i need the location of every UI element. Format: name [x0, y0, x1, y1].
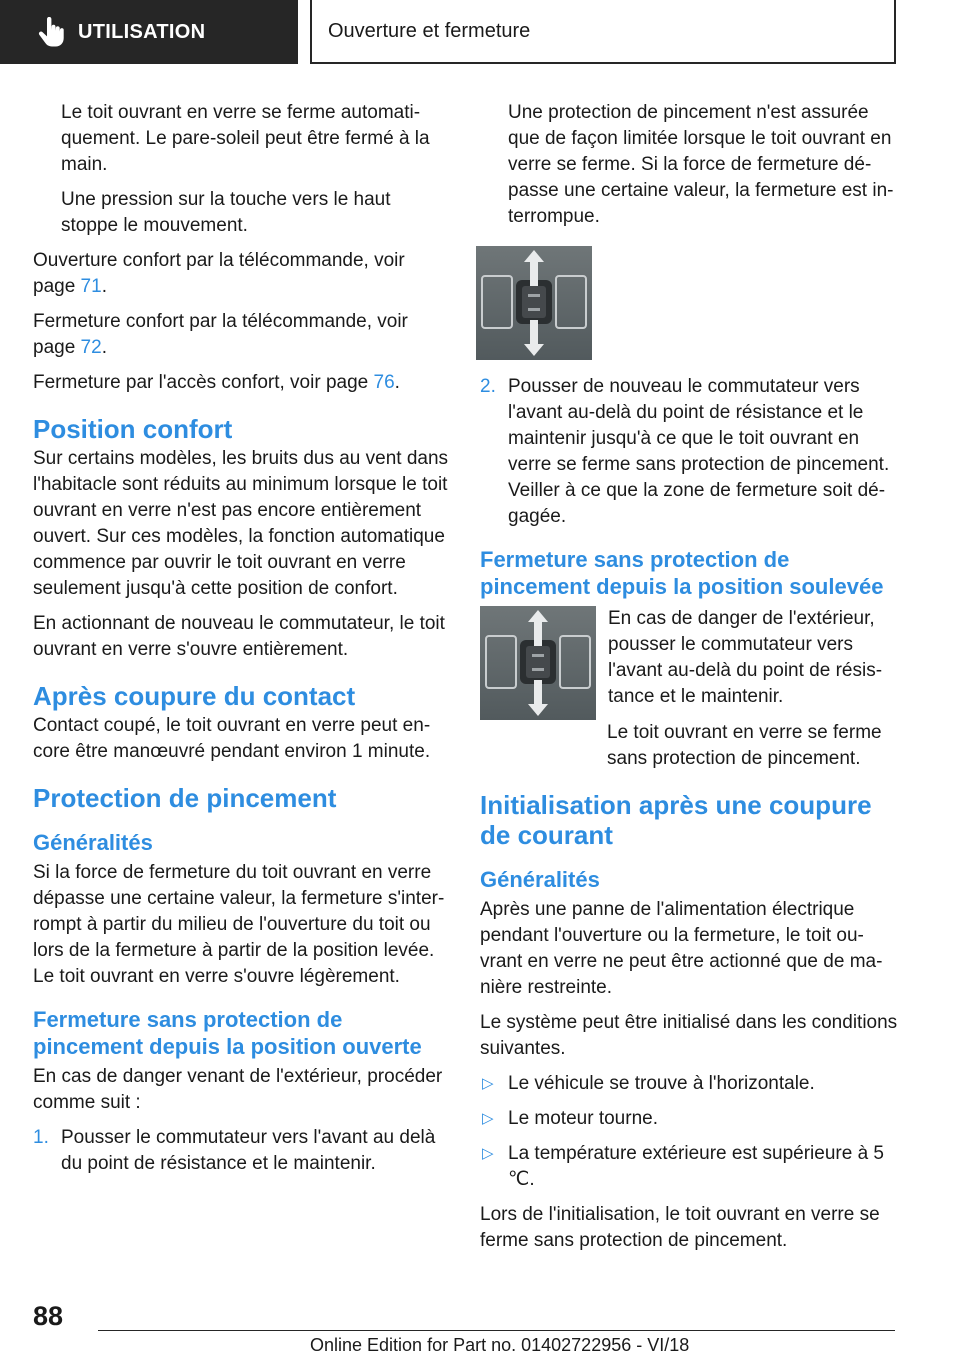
list-text: Le moteur tourne. — [508, 1108, 658, 1129]
roof-switch-drawing — [480, 606, 596, 720]
paragraph: Contact coupé, le toit ouvrant en verre peut encore être manœuvré pendant environ 1 minute. — [33, 715, 431, 762]
paragraph: Une pression sur la touche vers le haut stoppe le mouvement. — [61, 189, 391, 236]
list-text: Pousser le commutateur vers l'avant au delà du point de résistance et le maintenir. — [61, 1127, 436, 1174]
hand-pointer-icon — [36, 17, 66, 47]
illustrated-paragraph — [480, 606, 898, 720]
roof-switch-illustration — [476, 246, 592, 360]
roof-switch-illustration — [480, 606, 596, 720]
triangle-bullet-icon: ▷ — [482, 1110, 494, 1127]
list-text: Le véhicule se trouve à l'horizontale. — [508, 1073, 815, 1094]
page-link-76[interactable]: 76 — [373, 372, 395, 393]
paragraph: En cas de danger de l'extérieur, pousser le commutateur vers l'avant au-delà du point de résistance et le maintenir. — [608, 608, 883, 707]
paragraph-text: Fermeture par l'accès confort, voir page — [33, 372, 374, 393]
heading-position-confort: Position confort — [33, 414, 233, 444]
paragraph: Ouverture confort par la télécommande, voir page 71. — [33, 250, 405, 297]
paragraph-text: Fermeture confort par la télécommande, voir page — [33, 311, 408, 358]
page-link-72[interactable]: 72 — [80, 337, 102, 358]
heading-generalites: Généralités — [480, 867, 600, 892]
paragraph: Fermeture par l'accès confort, voir page 76. — [33, 372, 400, 393]
heading-initialisation: Initialisation après une coupure de courant — [480, 790, 872, 850]
header-title: Ouverture et fermeture — [328, 19, 531, 42]
list-item — [480, 374, 898, 530]
paragraph: Une protection de pincement n'est assurée que de façon limitée lorsque le toit ouvrant en verre se ferme. Si la force de fermeture dépasse une certaine valeur, la fermeture est interrompue. — [508, 102, 894, 227]
list-item — [480, 1071, 898, 1097]
paragraph: Après une panne de l'alimentation électrique pendant l'ouverture ou la fermeture, le toit ouvrant en verre ne peut être actionné que de manière restreinte. — [480, 899, 883, 998]
list-text: La température extérieure est supérieure à 5 ℃. — [508, 1143, 884, 1190]
right-column — [480, 100, 898, 1263]
list-item — [33, 1125, 449, 1177]
list-item — [480, 1141, 898, 1193]
paragraph: Le toit ouvrant en verre se ferme automatiquement. Le pare-soleil peut être fermé à la main. — [61, 102, 430, 175]
list-text: Pousser de nouveau le commutateur vers l'avant au-delà du point de résistance et le maintenir jusqu'à ce que le toit ouvrant en verre se ferme sans protection de pincement. Veiller à ce que la zone de fermeture soit dégagée. — [508, 376, 890, 527]
page-number: 88 — [33, 1301, 64, 1331]
triangle-bullet-icon: ▷ — [482, 1145, 494, 1162]
paragraph-text: Ouverture confort par la télécommande, voir page — [33, 250, 405, 297]
paragraph: Le système peut être initialisé dans les conditions suivantes. — [480, 1012, 898, 1059]
paragraph: En cas de danger venant de l'extérieur, procéder comme suit : — [33, 1066, 443, 1113]
roof-switch-drawing — [476, 246, 592, 360]
header-title-box — [310, 0, 896, 64]
heading-generalites: Généralités — [33, 830, 153, 855]
paragraph: Si la force de fermeture du toit ouvrant en verre dépasse une certaine valeur, la fermeture s'interrompt à partir du milieu de l'ouverture du toit ou lors de la fermeture à partir de la position levée. Le toit ouvrant en verre s'ouvre légèrement. — [33, 862, 445, 987]
paragraph-text: Le toit ouvrant en verre se ferme sans protection de pincement. — [607, 722, 882, 769]
list-number: 2. — [480, 376, 496, 397]
header-section-label: UTILISATION — [78, 20, 206, 43]
footer-edition: Online Edition for Part no. 01402722956 - VI/18 — [310, 1335, 690, 1355]
list-item — [480, 1106, 898, 1132]
header-section-tab — [0, 0, 298, 64]
heading-fermeture-ouverte: Fermeture sans protection de pincement depuis la position ouverte — [33, 1007, 422, 1059]
heading-fermeture-soulevee: Fermeture sans protection de pincement depuis la position soulevée — [480, 547, 884, 599]
footer-divider — [98, 1330, 895, 1331]
paragraph: Sur certains modèles, les bruits dus au vent dans l'habitacle sont réduits au minimum lorsque le toit ouvrant en verre n'est pas encore entièrement ouvert. Sur ces modèles, la fonction automatique commence par ouvrir le toit ouvrant en verre seulement jusqu'à cette position de confort. — [33, 448, 449, 599]
page-link-71[interactable]: 71 — [80, 276, 102, 297]
paragraph — [480, 720, 898, 772]
heading-apres-coupure: Après coupure du contact — [33, 681, 356, 711]
left-column — [33, 100, 449, 1186]
paragraph: Lors de l'initialisation, le toit ouvrant en verre se ferme sans protection de pincement. — [480, 1204, 880, 1251]
heading-protection-pincement: Protection de pincement — [33, 783, 337, 813]
paragraph: En actionnant de nouveau le commutateur, le toit ouvrant en verre s'ouvre entièrement. — [33, 613, 445, 660]
list-number: 1. — [33, 1127, 49, 1148]
paragraph: Fermeture confort par la télécommande, voir page 72. — [33, 311, 408, 358]
triangle-bullet-icon: ▷ — [482, 1075, 494, 1092]
